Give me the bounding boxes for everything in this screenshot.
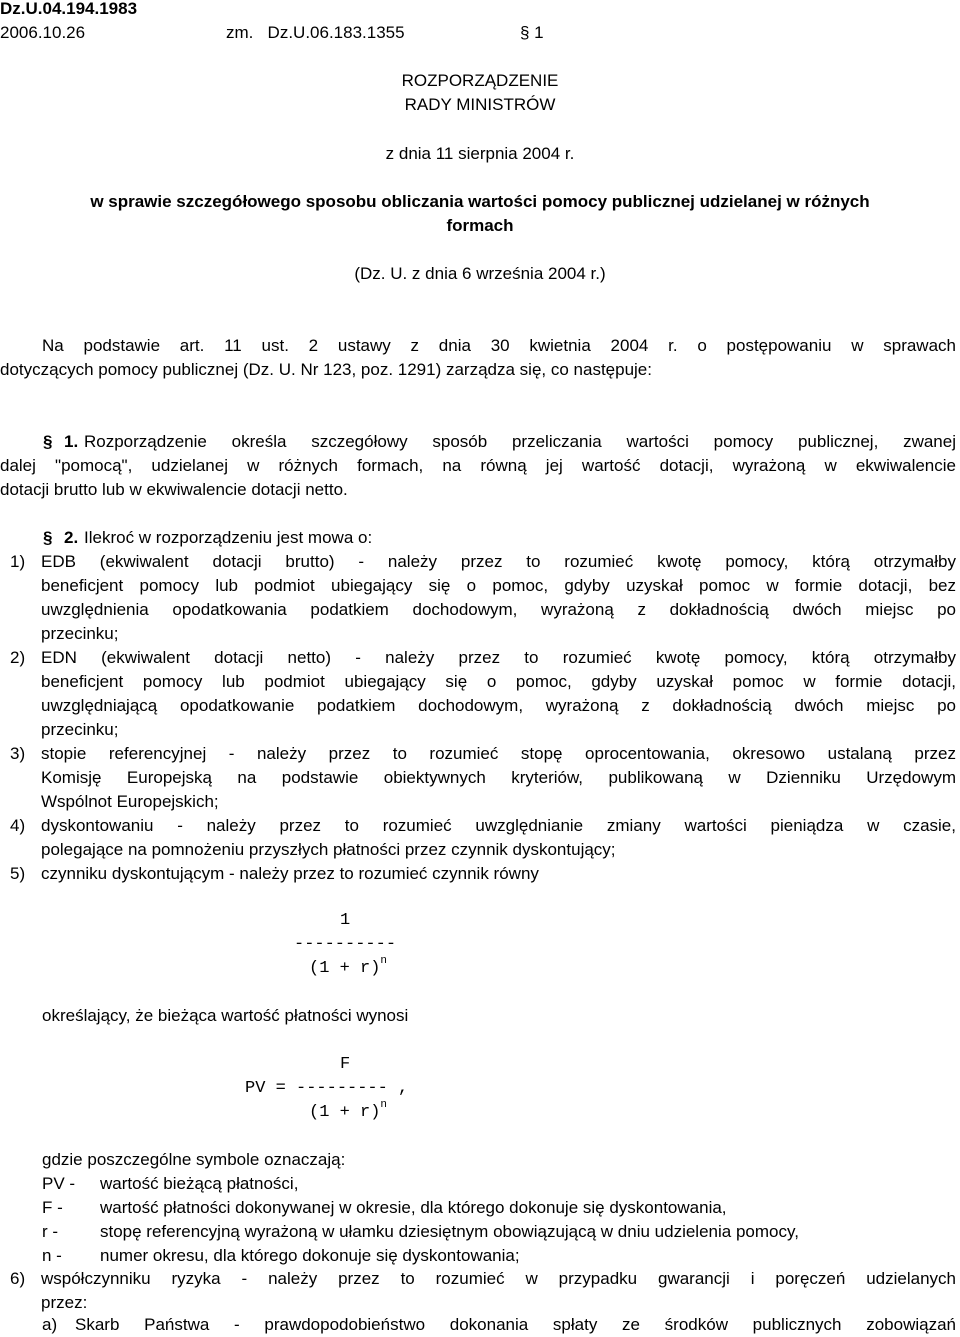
item2-line2: beneficjent pomocy lub podmiot ubiegający się o pomoc, gdyby uzyskał pomoc w formie dotacji, (41, 672, 956, 691)
item1-line2: beneficjent pomocy lub podmiot ubiegający się o pomoc, gdyby uzyskał pomoc w formie dotacji, bez (41, 576, 956, 595)
section1-number: 1. (64, 432, 79, 451)
formula2-main-line: PV = --------- , (245, 1079, 409, 1098)
item2-line1: EDN (ekwiwalent dotacji netto) - należy przez to rozumieć kwotę pomocy, którą otrzymałby (41, 648, 956, 667)
title-line1: ROZPORZĄDZENIE (401, 71, 559, 90)
section2-intro: Ilekroć w rozporządzeniu jest mowa o: (84, 528, 373, 547)
doc-date: 2006.10.26 (0, 23, 86, 42)
version-mark: § 1 (520, 23, 544, 42)
formula1-bar: ---------- (294, 935, 397, 954)
section1-line3: dotacji brutto lub w ekwiwalencie dotacji netto. (0, 480, 348, 499)
formula1-denominator: $(1 + r)^n$ (309, 955, 388, 978)
item1-line4: przecinku; (41, 624, 119, 643)
item6-line2: przez: (41, 1293, 88, 1312)
item3-line3: Wspólnot Europejskich; (41, 792, 219, 811)
preamble-line1: Na podstawie art. 11 ust. 2 ustawy z dnia 30 kwietnia 2004 r. o postępowaniu w sprawach (42, 336, 956, 355)
item5-line1: czynniku dyskontującym - należy przez to rozumieć czynnik równy (41, 864, 539, 883)
formula2-denominator: $(1 + r)^n$ (309, 1099, 388, 1122)
item2-line3: uwzględniającą opodatkowanie podatkiem dochodowym, wyrażoną z dokładnością dwóch miejsc po (41, 696, 956, 715)
subject-line2: formach (446, 216, 514, 235)
item2-line4: przecinku; (41, 720, 119, 739)
formula1-numerator: 1 (340, 911, 351, 930)
item1-line3: uwzględnienia opodatkowania podatkiem dochodowym, wyrażoną z dokładnością dwóch miejsc po (41, 600, 956, 619)
item3-line1: stopie referencyjnej - należy przez to rozumieć stopę oprocentowania, okresowo ustalaną przez (41, 744, 956, 763)
amendment-ref: zm. Dz.U.06.183.1355 (226, 23, 405, 42)
item1-line1: EDB (ekwiwalent dotacji brutto) - należy przez to rozumieć kwotę pomocy, którą otrzymałby (41, 552, 956, 571)
section1-mark: § (43, 432, 53, 451)
item3-line2: Komisję Europejską na podstawie obiektywnych kryteriów, publikowaną w Dzienniku Urzędowym (41, 768, 956, 787)
symbol-key-r: r - (42, 1222, 59, 1241)
item6a-text: Skarb Państwa - prawdopodobieństwo dokonania spłaty ze środków publicznych zobowiązań (75, 1315, 956, 1334)
item6-line1: współczynniku ryzyka - należy przez to rozumieć w przypadku gwarancji i poręczeń udzielanych (41, 1269, 956, 1288)
section2-number: 2. (64, 528, 79, 547)
preamble-line2: dotyczących pomocy publicznej (Dz. U. Nr 123, poz. 1291) zarządza się, co następuje: (0, 360, 652, 379)
item4-line2: polegające na pomnożeniu przyszłych płatności przez czynnik dyskontujący; (41, 840, 616, 859)
symbol-key-pv: PV - (42, 1174, 76, 1193)
publication-ref: (Dz. U. z dnia 6 września 2004 r.) (354, 264, 606, 283)
section1-line1: Rozporządzenie określa szczegółowy sposób przeliczania wartości pomocy publicznej, zwanej (84, 432, 956, 451)
item6a-letter: a) (42, 1315, 58, 1334)
item6-number: 6) (10, 1269, 26, 1288)
section1-line2: dalej "pomocą", udzielanej w różnych formach, na równą jej wartość dotacji, wyrażoną w ekwiwalencie (0, 456, 956, 475)
formula2-numerator: F (340, 1055, 351, 1074)
item2-number: 2) (10, 648, 26, 667)
symbols-intro: gdzie poszczególne symbole oznaczają: (42, 1150, 346, 1169)
item4-line1: dyskontowaniu - należy przez to rozumieć uwzględnianie zmiany wartości pieniądza w czasie, (41, 816, 956, 835)
title-date: z dnia 11 sierpnia 2004 r. (385, 144, 575, 163)
symbol-key-n: n - (42, 1246, 62, 1265)
symbol-value-r: stopę referencyjną wyrażoną w ułamku dziesiętnym obowiązującą w dniu udzielenia pomocy, (100, 1222, 799, 1241)
symbol-value-f: wartość płatności dokonywanej w okresie, dla którego dokonuje się dyskontowania, (100, 1198, 727, 1217)
symbol-key-f: F - (42, 1198, 63, 1217)
present-value-intro: określający, że bieżąca wartość płatności wynosi (42, 1006, 409, 1025)
doc-id: Dz.U.04.194.1983 (0, 0, 138, 18)
item4-number: 4) (10, 816, 26, 835)
symbol-value-pv: wartość bieżącą płatności, (100, 1174, 299, 1193)
item5-number: 5) (10, 864, 26, 883)
item3-number: 3) (10, 744, 26, 763)
section2-mark: § (43, 528, 53, 547)
item1-number: 1) (10, 552, 26, 571)
title-line2: RADY MINISTRÓW (404, 95, 556, 114)
subject-line1: w sprawie szczegółowego sposobu obliczania wartości pomocy publicznej udzielanej w różnych (90, 192, 870, 211)
symbol-value-n: numer okresu, dla którego dokonuje się dyskontowania; (100, 1246, 520, 1265)
